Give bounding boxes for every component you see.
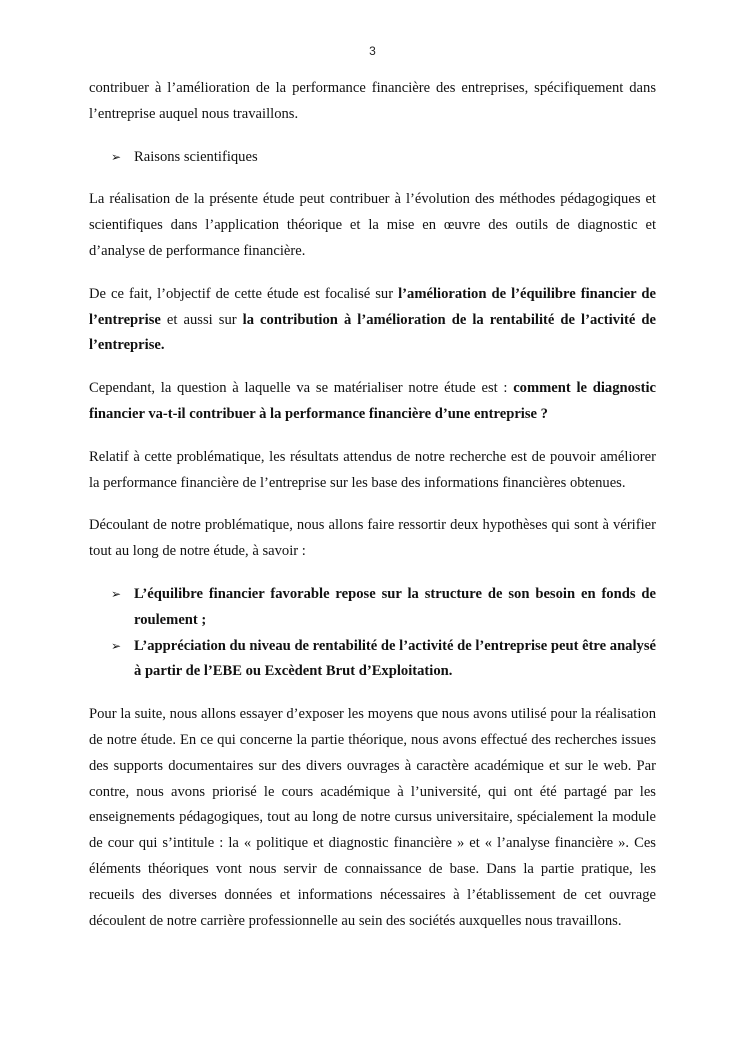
question-intro: Cependant, la question à laquelle va se matérialiser notre étude est : [89,380,514,397]
objective-connector: et aussi sur [160,311,243,328]
hypothesis-text: L’équilibre financier favorable repose sur la structure de son besoin en fonds de roulement ; [134,585,656,628]
paragraph-research-question [89,376,656,428]
paragraph-methodology: Pour la suite, nous allons essayer d’exposer les moyens que nous avons utilisé pour la réalisation de notre étude. En ce qui concerne la partie théorique, nous avons effectué des recherches issues des supports documentaires sur des divers ouvrages à caractère académique et sur le web. Par contre, nous avons priorisé le cours académique à l’université, qui ont été partagé par les enseignements pédagogiques, tout au long de notre cursus universitaire, spécialement la module de cour qui s’intitule : la « politique et diagnostic financière » et « l’analyse financière ». Ces éléments théoriques vont nous servir de connaissance de base. Dans la partie pratique, les recueils des diverses données et informations nécessaires à l’établissement de cet ouvrage découlent de notre carrière professionnelle au sein des sociétés auxquelles nous travaillons. [89,706,656,929]
objective-text: De ce fait, l’objectif de cette étude est focalisé sur [89,285,399,302]
page-number: 3 [369,44,376,58]
paragraph-objective [89,282,656,359]
paragraph-intro-continuation: contribuer à l’amélioration de la performance financière des entreprises, spécifiquement dans l’entreprise auquel nous travaillons. [89,80,656,122]
document-body [89,76,656,951]
hypothesis-item [89,582,656,634]
paragraph-expected-results: Relatif à cette problématique, les résultats attendus de notre recherche est de pouvoir améliorer la performance financière de l’entreprise sur les base des informations financières obtenues. [89,448,656,491]
objective-bold-2: la contribution à l’amélioration de la rentabilité de l’activité de l’entreprise. [89,311,656,354]
bullet-scientific-reasons [89,145,656,171]
objective-bold-1: l’amélioration de l’équilibre financier de l’entreprise [89,285,656,328]
arrow-bullet-icon: ➢ [111,586,122,601]
paragraph-hypotheses-intro: Découlant de notre problématique, nous allons faire ressortir deux hypothèses qui sont à vérifier tout au long de notre étude, à savoir : [89,517,656,560]
hypothesis-item [89,634,656,686]
research-question: comment le diagnostic financier va-t-il contribuer à la performance financière d’une entreprise ? [89,380,656,422]
hypotheses-list [89,582,656,685]
bullet-label: Raisons scientifiques [134,148,258,165]
arrow-bullet-icon: ➢ [111,149,122,164]
arrow-bullet-icon: ➢ [111,638,122,653]
paragraph-scientific-reasons: La réalisation de la présente étude peut contribuer à l’évolution des méthodes pédagogiques et scientifiques dans l’application théorique et la mise en œuvre des outils de diagnostic et d’analyse de performance financière. [89,191,656,259]
hypothesis-text: L’appréciation du niveau de rentabilité de l’activité de l’entreprise peut être analysé à partir de l’EBE ou Excèdent Brut d’Exploitation. [134,637,656,680]
